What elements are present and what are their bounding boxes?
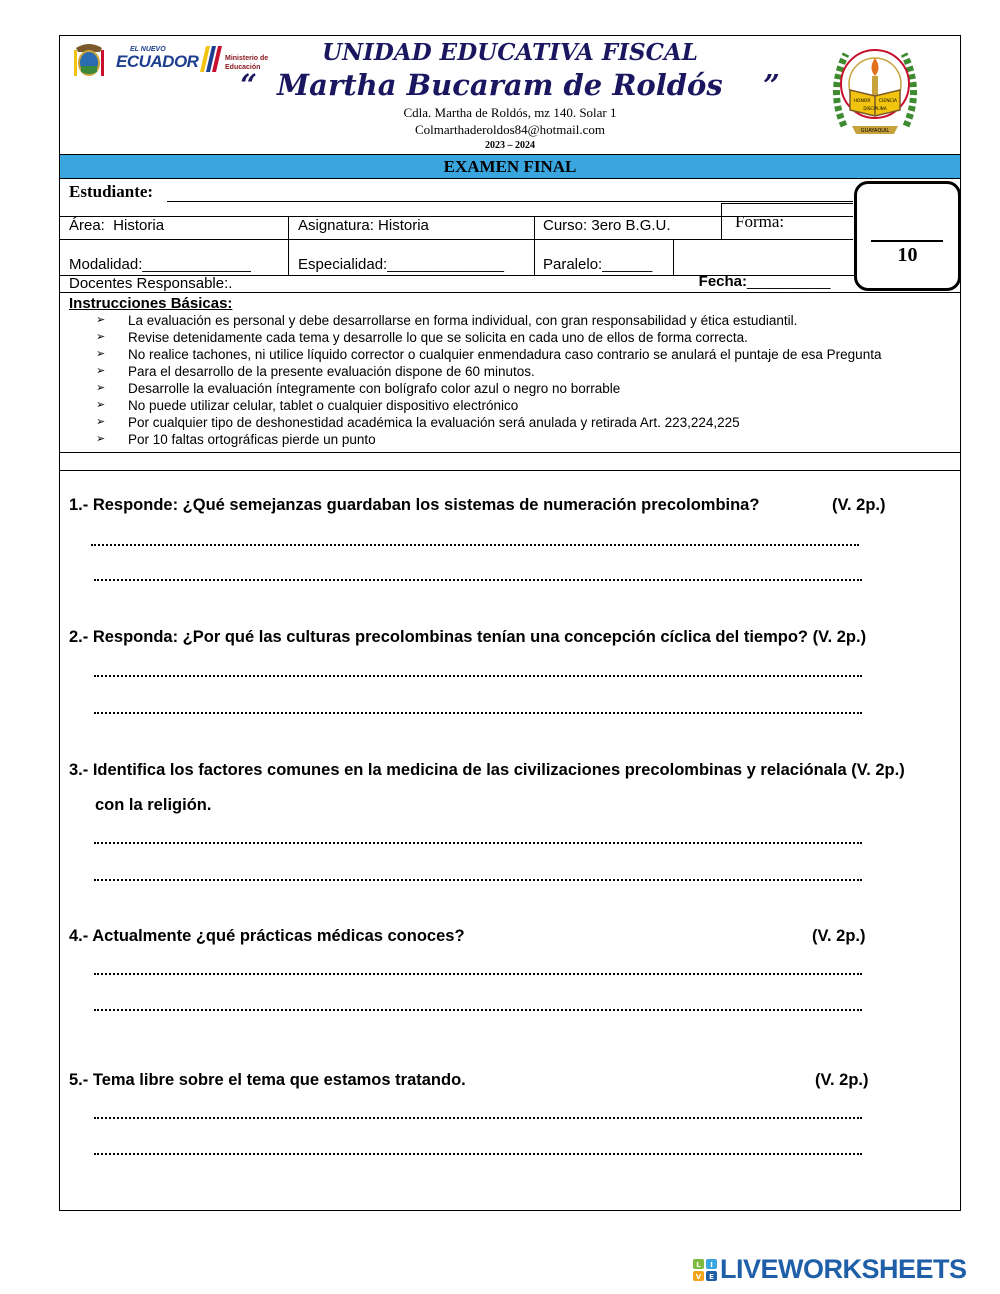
grid-line [60,470,960,471]
question-3: 3.- Identifica los factores comunes en la medicina de las civilizaciones precolombinas y relaciónala (V. 2p.) [69,761,905,779]
liveworksheets-icon [693,1259,717,1281]
icon-letter-e: E [709,1273,714,1281]
modality-field[interactable]: Modalidad:_____________ [69,256,251,273]
answer-line[interactable] [94,675,862,677]
instruction-item: ➢ Para el desarrollo de la presente evaluación dispone de 60 minutos. [96,364,535,379]
grid-line [721,203,722,239]
arrow-bullet-icon: ➢ [96,348,106,360]
instruction-item: ➢ No realice tachones, ni utilice líquido corrector o cualquier enmendadura caso contrario se anulará el puntaje de esa Pregunta [96,347,882,362]
school-year: 2023 – 2024 [485,140,535,151]
specialty-field[interactable]: Especialidad:______________ [298,256,505,273]
answer-line[interactable] [94,1153,862,1155]
crest-motto-right: CIENCIA [878,99,898,104]
grid-line [60,452,960,453]
liveworksheets-logo [693,1254,993,1284]
arrow-bullet-icon: ➢ [96,382,106,394]
instruction-item: ➢ No puede utilizar celular, tablet o cualquier dispositivo electrónico [96,398,519,413]
answer-line[interactable] [94,973,862,975]
exam-sheet [59,35,961,1211]
teachers-field: Docentes Responsable:. [69,275,233,292]
school-type-title: UNIDAD EDUCATIVA FISCAL [322,39,698,66]
student-name-line[interactable] [167,201,853,202]
answer-line[interactable] [91,544,859,546]
icon-letter-i: I [710,1261,713,1269]
grid-line [721,203,853,204]
score-blank-line [871,240,943,242]
school-name-title: “ Martha Bucaram de Roldós ” [240,68,780,102]
instruction-item: ➢ Por 10 faltas ortográficas pierde un punto [96,432,376,447]
date-field[interactable] [682,256,830,307]
school-address: Cdla. Martha de Roldós, mz 140. Solar 1 [403,105,617,120]
question-5-points: (V. 2p.) [815,1071,869,1089]
instruction-item: ➢ Por cualquier tipo de deshonestidad académica la evaluación será anulada y retirada Art. 223,224,225 [96,415,740,430]
question-5: 5.- Tema libre sobre el tema que estamos tratando. [69,1071,466,1089]
crest-motto-left: HONOR [853,99,871,104]
date-blank: __________ [747,273,831,290]
score-box [854,181,961,291]
parallel-field[interactable]: Paralelo:______ [543,256,653,273]
subject-field: Asignatura: Historia [298,217,429,234]
arrow-bullet-icon: ➢ [96,433,106,445]
grid-line [60,239,853,240]
form-field[interactable]: Forma: [735,212,785,231]
grid-line [534,216,535,275]
answer-line[interactable] [94,712,862,714]
ecuador-wordmark: ECUADOR [116,52,199,71]
instruction-item: ➢ La evaluación es personal y debe desarrollarse en forma individual, con gran responsabilidad y ética estudiantil. [96,313,798,328]
crest-city: GUAYAQUIL [860,128,890,134]
question-1-points: (V. 2p.) [832,496,886,514]
instructions-title: Instrucciones Básicas: [69,295,233,312]
school-email: Colmarthaderoldos84@hotmail.com [415,122,605,137]
icon-letter-v: V [695,1273,702,1281]
date-label: Fecha: [698,273,748,290]
arrow-bullet-icon: ➢ [96,365,106,377]
arrow-bullet-icon: ➢ [96,416,106,428]
grid-line [288,216,289,275]
arrow-bullet-icon: ➢ [96,399,106,411]
arrow-bullet-icon: ➢ [96,314,106,326]
answer-line[interactable] [94,1009,862,1011]
instruction-item: ➢ Desarrolle la evaluación íntegramente con bolígrafo color azul o negro no borrable [96,381,621,396]
course-field: Curso: 3ero B.G.U. [543,217,671,234]
liveworksheets-wordmark: LIVEWORKSHEETS [720,1254,967,1284]
instruction-item: ➢ Revise detenidamente cada tema y desarrolle lo que se solicita en cada uno de ellos de forma correcta. [96,330,748,345]
question-1: 1.- Responde: ¿Qué semejanzas guardaban los sistemas de numeración precolombina? [69,496,760,514]
answer-line[interactable] [94,842,862,844]
header [60,36,960,154]
answer-line[interactable] [94,579,862,581]
crest-motto-bottom: DISCIPLINA [863,106,887,111]
question-2: 2.- Responda: ¿Por qué las culturas precolombinas tenían una concepción cíclica del tiempo? (V. 2p.) [69,628,867,646]
school-crest-icon [832,40,918,142]
instructions-list [96,312,881,448]
score-total: 10 [897,244,918,266]
student-label: Estudiante: [69,182,154,201]
answer-line[interactable] [94,879,862,881]
question-3-continuation: con la religión. [95,796,212,814]
el-nuevo-label: EL NUEVO [130,46,166,53]
answer-line[interactable] [94,1117,862,1119]
question-4-points: (V. 2p.) [812,927,866,945]
ministry-label: Ministerio de Educación [225,55,269,71]
question-4: 4.- Actualmente ¿qué prácticas médicas conoces? [69,927,465,945]
icon-letter-l: L [696,1261,701,1269]
exam-title-bar: EXAMEN FINAL [60,154,960,179]
grid-line [673,239,674,275]
area-field: Área: Historia [69,217,165,234]
arrow-bullet-icon: ➢ [96,331,106,343]
